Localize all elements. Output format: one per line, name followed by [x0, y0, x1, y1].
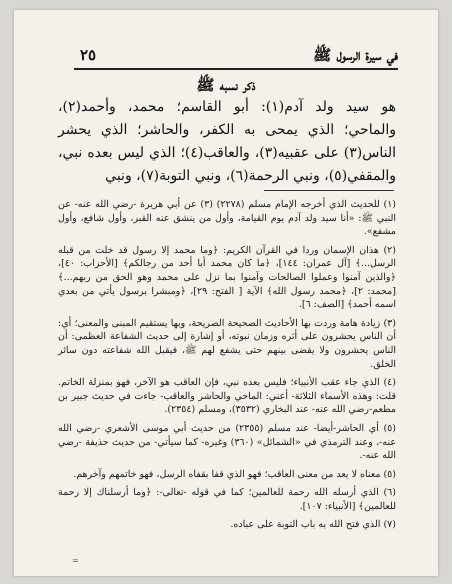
book-page — [14, 10, 438, 576]
footnotes — [58, 198, 396, 537]
footnote-5b: (٥) معناه لا يعد من معنى العاقب؛ فهو الذي قفا بقفاه الرسل، فهو خاتمهم وآخرهم. — [73, 468, 396, 480]
footnote-divider — [264, 190, 394, 191]
footnote-5a: (٥) أي الحاشر-أيضا- عند مسلم (٢٣٥٥) من حديث أبي موسى الأشعري -رضي الله عنه-، وعند الترمذي في «الشمائل» (٣٦٠) وغيره- كما سيأتي- من حديث حذيفة -رضي الله عنه-. — [58, 422, 396, 462]
page-header — [74, 46, 398, 70]
footnote-4: (٤) الذي جاء عقب الأنبياء؛ فليس بعده نبي، فإن العاقب هو الآخر، فهو بمنزلة الخاتم. قلت: وهذه الأسماء الثلاثة- أعني: الماحي والحاشر والعاقب- جاءت في حديث جبير بن مطعم-رضي الله عنه- عند البخاري (٣٥٣٢)، ومسلم (٢٣٥٤). — [58, 377, 396, 416]
footnote-3: (٣) زيادة هامة وردت بها الأحاديث الصحيحة الصريحة، وبها يستقيم المبنى والمعنى؛ أي: أن الناس يحشرون على أثره وزمان نبوته، أو إشارة إلى حديث الشفاعة العظمى: أن الناس يحشرون ولا يقضى بينهم حتى يشفع لهم ﷺ، فيقبل الله شفاعته دون سائر الخلق. — [58, 317, 396, 370]
footnote-7: (٧) الذي فتح الله به باب التوبة على عباده. — [230, 519, 396, 531]
footnote-6: (٦) الذي أرسله الله رحمة للعالمين؛ كما في قوله -تعالى-: ﴿وما أرسلناك إلا رحمة للعالمين﴾ [الأنبياء: ١٠٧]. — [58, 487, 396, 512]
footnote-2: (٢) هذان الإسمان وردا في القرآن الكريم: ﴿وما محمد إلا رسول قد خلت من قبله الرسل...﴾ [آل عمران: ١٤٤]، ﴿ما كان محمد أبا أحد من رجالكم﴾ [الأحزاب: ٤٠]، ﴿والذين آمنوا وعملوا الصالحات وآمنوا بما نزل على محمد وهو الحق من ربهم...﴾ [محمد: ٢]، ﴿محمد رسول الله﴾ الآية [ الفتح: ٢٩]، ﴿ومبشرا برسول يأتي من بعدي اسمه أحمد﴾ [الصف: ٦]. — [58, 244, 396, 311]
section-title: ذكر نسبه ﷺ — [196, 76, 256, 94]
footer-mark: = — [72, 556, 79, 565]
page-number: ٢٥ — [80, 46, 97, 64]
footnote-1: (١) للحديث الذي أخرجه الإمام مسلم (٢٢٧٨) (٣) عن أبي هريرة -رضي الله عنه- عن النبي ﷺ: «أنا سيد ولد آدم يوم القيامة، وأول من ينشق عنه القبر، وأول شافع، وأول مشفع». — [58, 199, 397, 238]
running-title: في سيرة الرسول ﷺ — [313, 46, 398, 64]
main-text: هو سيد ولد آدم(١): أبو القاسم؛ محمد، وأحمد(٢)، والماحي؛ الذي يمحى به الكفر، والحاشر؛ الذي يحشر الناس(٣) على عقبيه(٣)، والعاقب(٤)؛ الذي ليس بعده نبي، والمقفي(٥)، ونبي الرحمة(٦)، ونبي التوبة(٧)، ونبي — [58, 99, 396, 184]
